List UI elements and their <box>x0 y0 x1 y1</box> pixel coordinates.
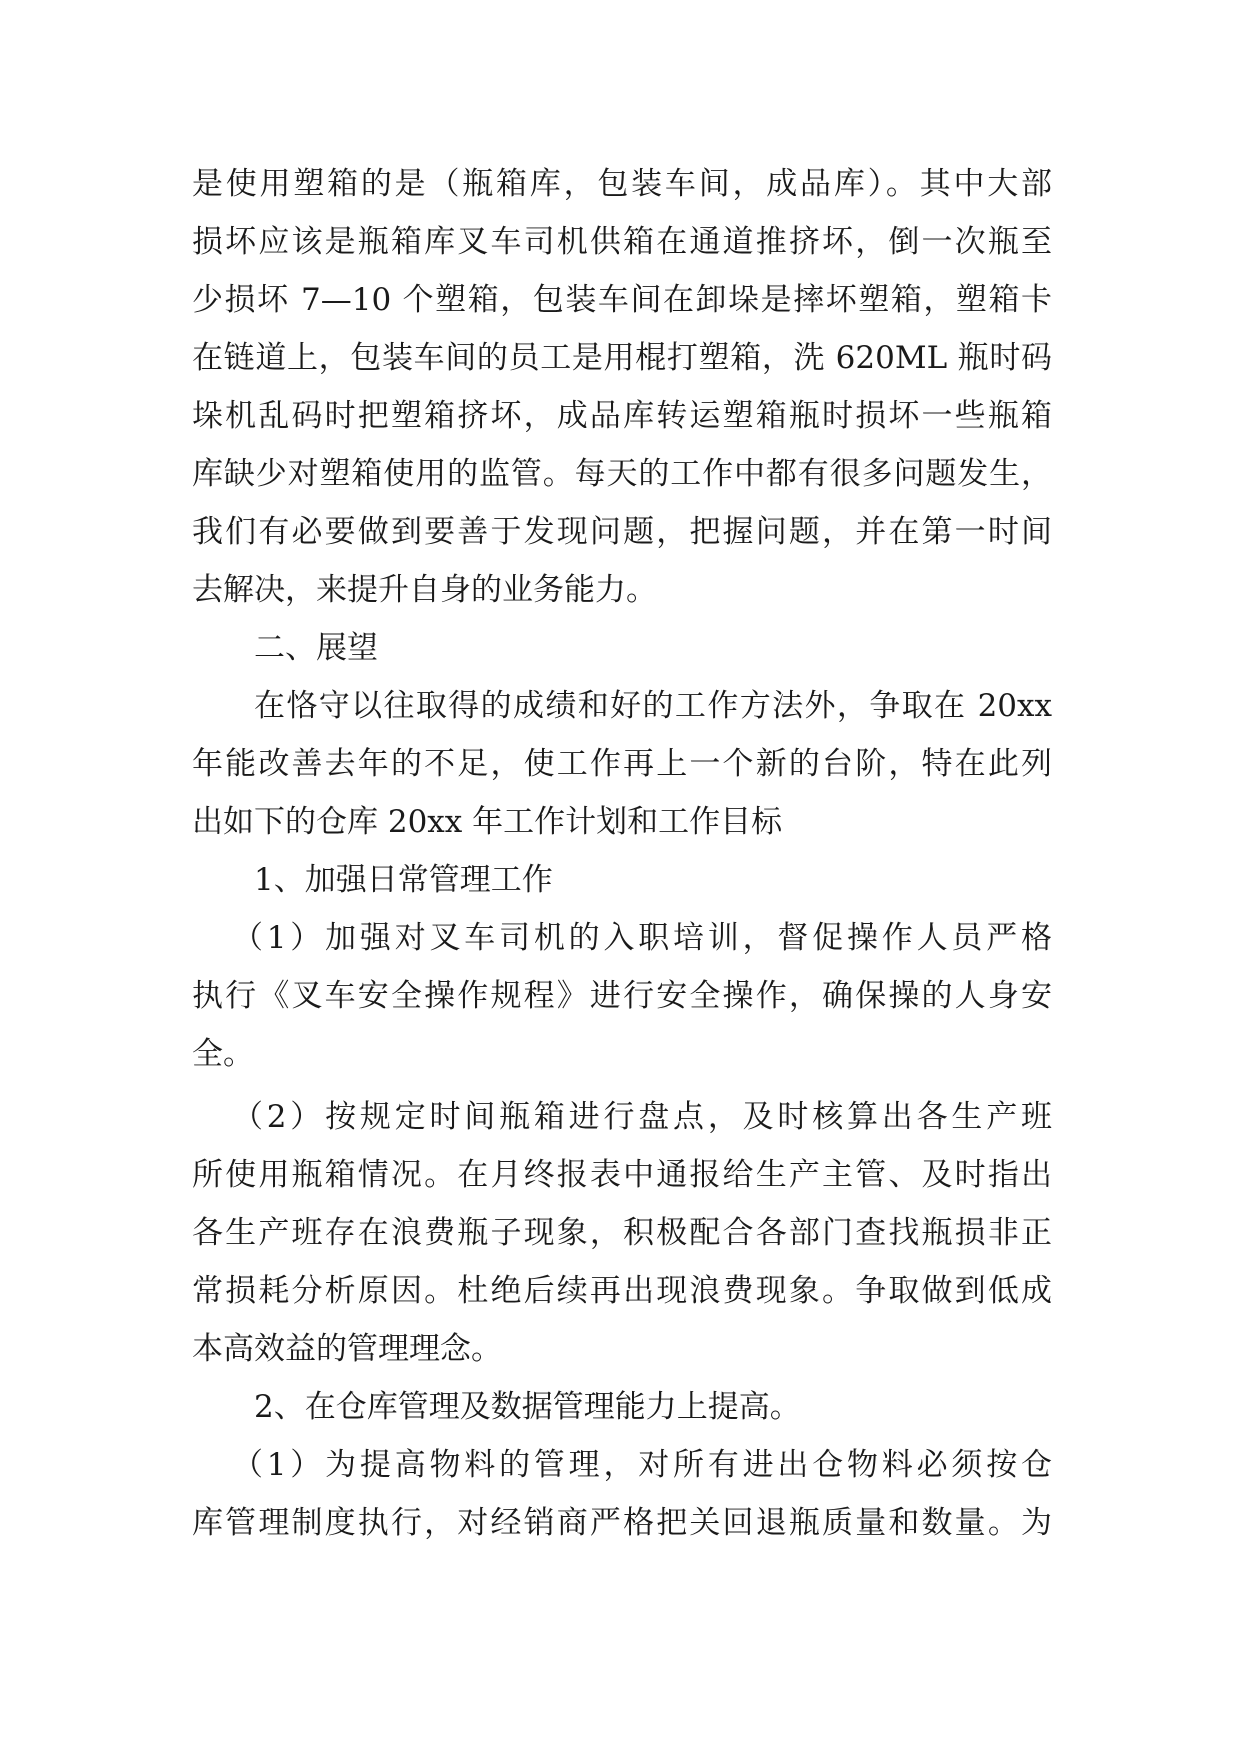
body-text-line: 库缺少对塑箱使用的监管。每天的工作中都有很多问题发生， <box>192 456 1052 492</box>
body-text-line: 垛机乱码时把塑箱挤坏，成品库转运塑箱瓶时损坏一些瓶箱 <box>192 398 1052 434</box>
section-heading: 二、展望 <box>254 630 378 666</box>
body-text-line: （1）加强对叉车司机的入职培训，督促操作人员严格 <box>232 920 1052 956</box>
body-text-line: 各生产班存在浪费瓶子现象，积极配合各部门查找瓶损非正 <box>192 1215 1052 1251</box>
body-text-line: 库管理制度执行，对经销商严格把关回退瓶质量和数量。为 <box>192 1505 1052 1541</box>
body-text-line: 去解决，来提升自身的业务能力。 <box>192 572 657 608</box>
body-text-line: 所使用瓶箱情况。在月终报表中通报给生产主管、及时指出 <box>192 1157 1052 1193</box>
body-text-line: 常损耗分析原因。杜绝后续再出现浪费现象。争取做到低成 <box>192 1273 1052 1309</box>
body-text-line: 是使用塑箱的是（瓶箱库，包装车间，成品库）。其中大部 <box>192 166 1052 202</box>
body-text-line: 在恪守以往取得的成绩和好的工作方法外，争取在 20xx <box>254 688 1052 724</box>
body-text-line: （2）按规定时间瓶箱进行盘点，及时核算出各生产班 <box>232 1099 1052 1135</box>
body-text-line: 我们有必要做到要善于发现问题，把握问题，并在第一时间 <box>192 514 1052 550</box>
body-text-line: 少损坏 7—10 个塑箱，包装车间在卸垛是摔坏塑箱，塑箱卡 <box>192 282 1052 318</box>
body-text-line: 全。 <box>192 1036 254 1072</box>
body-text-line: 在链道上，包装车间的员工是用棍打塑箱，洗 620ML 瓶时码 <box>192 340 1052 376</box>
subsection-heading: 1、加强日常管理工作 <box>254 862 553 898</box>
body-text-line: 年能改善去年的不足，使工作再上一个新的台阶，特在此列 <box>192 746 1052 782</box>
subsection-heading: 2、在仓库管理及数据管理能力上提高。 <box>254 1389 801 1425</box>
body-text-line: 执行《叉车安全操作规程》进行安全操作，确保操的人身安 <box>192 978 1052 1014</box>
body-text-line: 本高效益的管理理念。 <box>192 1331 502 1367</box>
body-text-line: （1）为提高物料的管理，对所有进出仓物料必须按仓 <box>232 1447 1052 1483</box>
body-text-line: 损坏应该是瓶箱库叉车司机供箱在通道推挤坏，倒一次瓶至 <box>192 224 1052 260</box>
body-text-line: 出如下的仓库 20xx 年工作计划和工作目标 <box>192 804 783 840</box>
